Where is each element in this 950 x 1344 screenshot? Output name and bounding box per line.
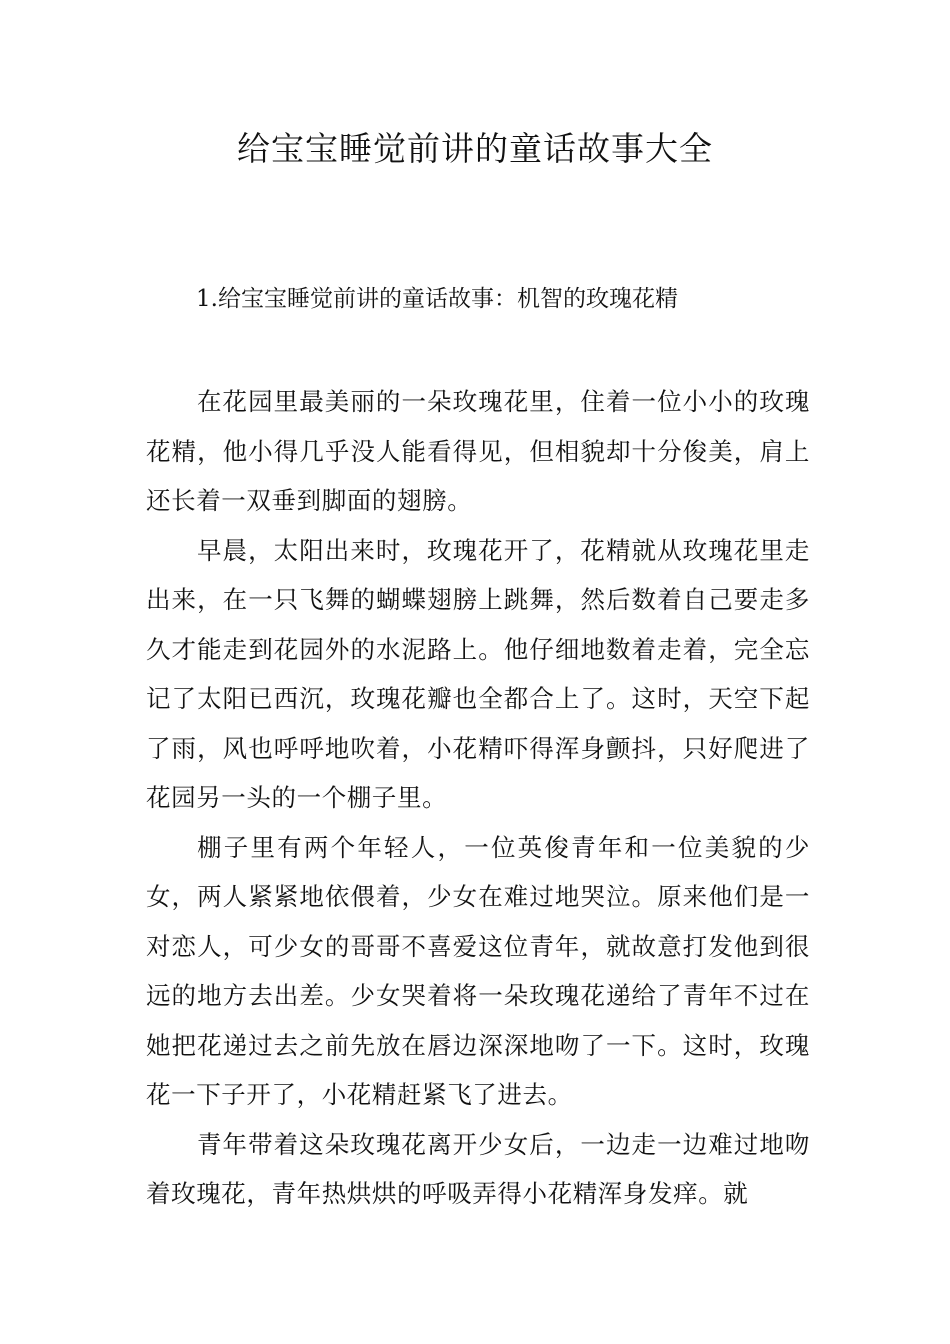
section-heading: 1.给宝宝睡觉前讲的童话故事：机智的玫瑰花精 <box>196 286 678 312</box>
document-title: 给宝宝睡觉前讲的童话故事大全 <box>237 129 713 168</box>
paragraph: 早晨，太阳出来时，玫瑰花开了，花精就从玫瑰花里走出来，在一只飞舞的蝴蝶翅膀上跳舞，然后数着自己要走多久才能走到花园外的水泥路上。他仔细地数着走着，完全忘记了太阳已西沉，玫瑰花瓣也全都合上了。这时，天空下起了雨，风也呼呼地吹着，小花精吓得浑身颤抖，只好爬进了花园另一头的一个棚子里。 <box>146 535 810 812</box>
paragraph: 在花园里最美丽的一朵玫瑰花里，住着一位小小的玫瑰花精，他小得几乎没人能看得见，但相貌却十分俊美，肩上还长着一双垂到脚面的翅膀。 <box>146 387 810 515</box>
story-body <box>146 377 810 1219</box>
paragraph: 棚子里有两个年轻人，一位英俊青年和一位美貌的少女，两人紧紧地依偎着，少女在难过地哭泣。原来他们是一对恋人，可少女的哥哥不喜爱这位青年，就故意打发他到很远的地方去出差。少女哭着将一朵玫瑰花递给了青年不过在她把花递过去之前先放在唇边深深地吻了一下。这时，玫瑰花一下子开了，小花精赶紧飞了进去。 <box>146 832 810 1109</box>
paragraph: 青年带着这朵玫瑰花离开少女后，一边走一边难过地吻着玫瑰花，青年热烘烘的呼吸弄得小花精浑身发痒。就 <box>146 1129 810 1208</box>
